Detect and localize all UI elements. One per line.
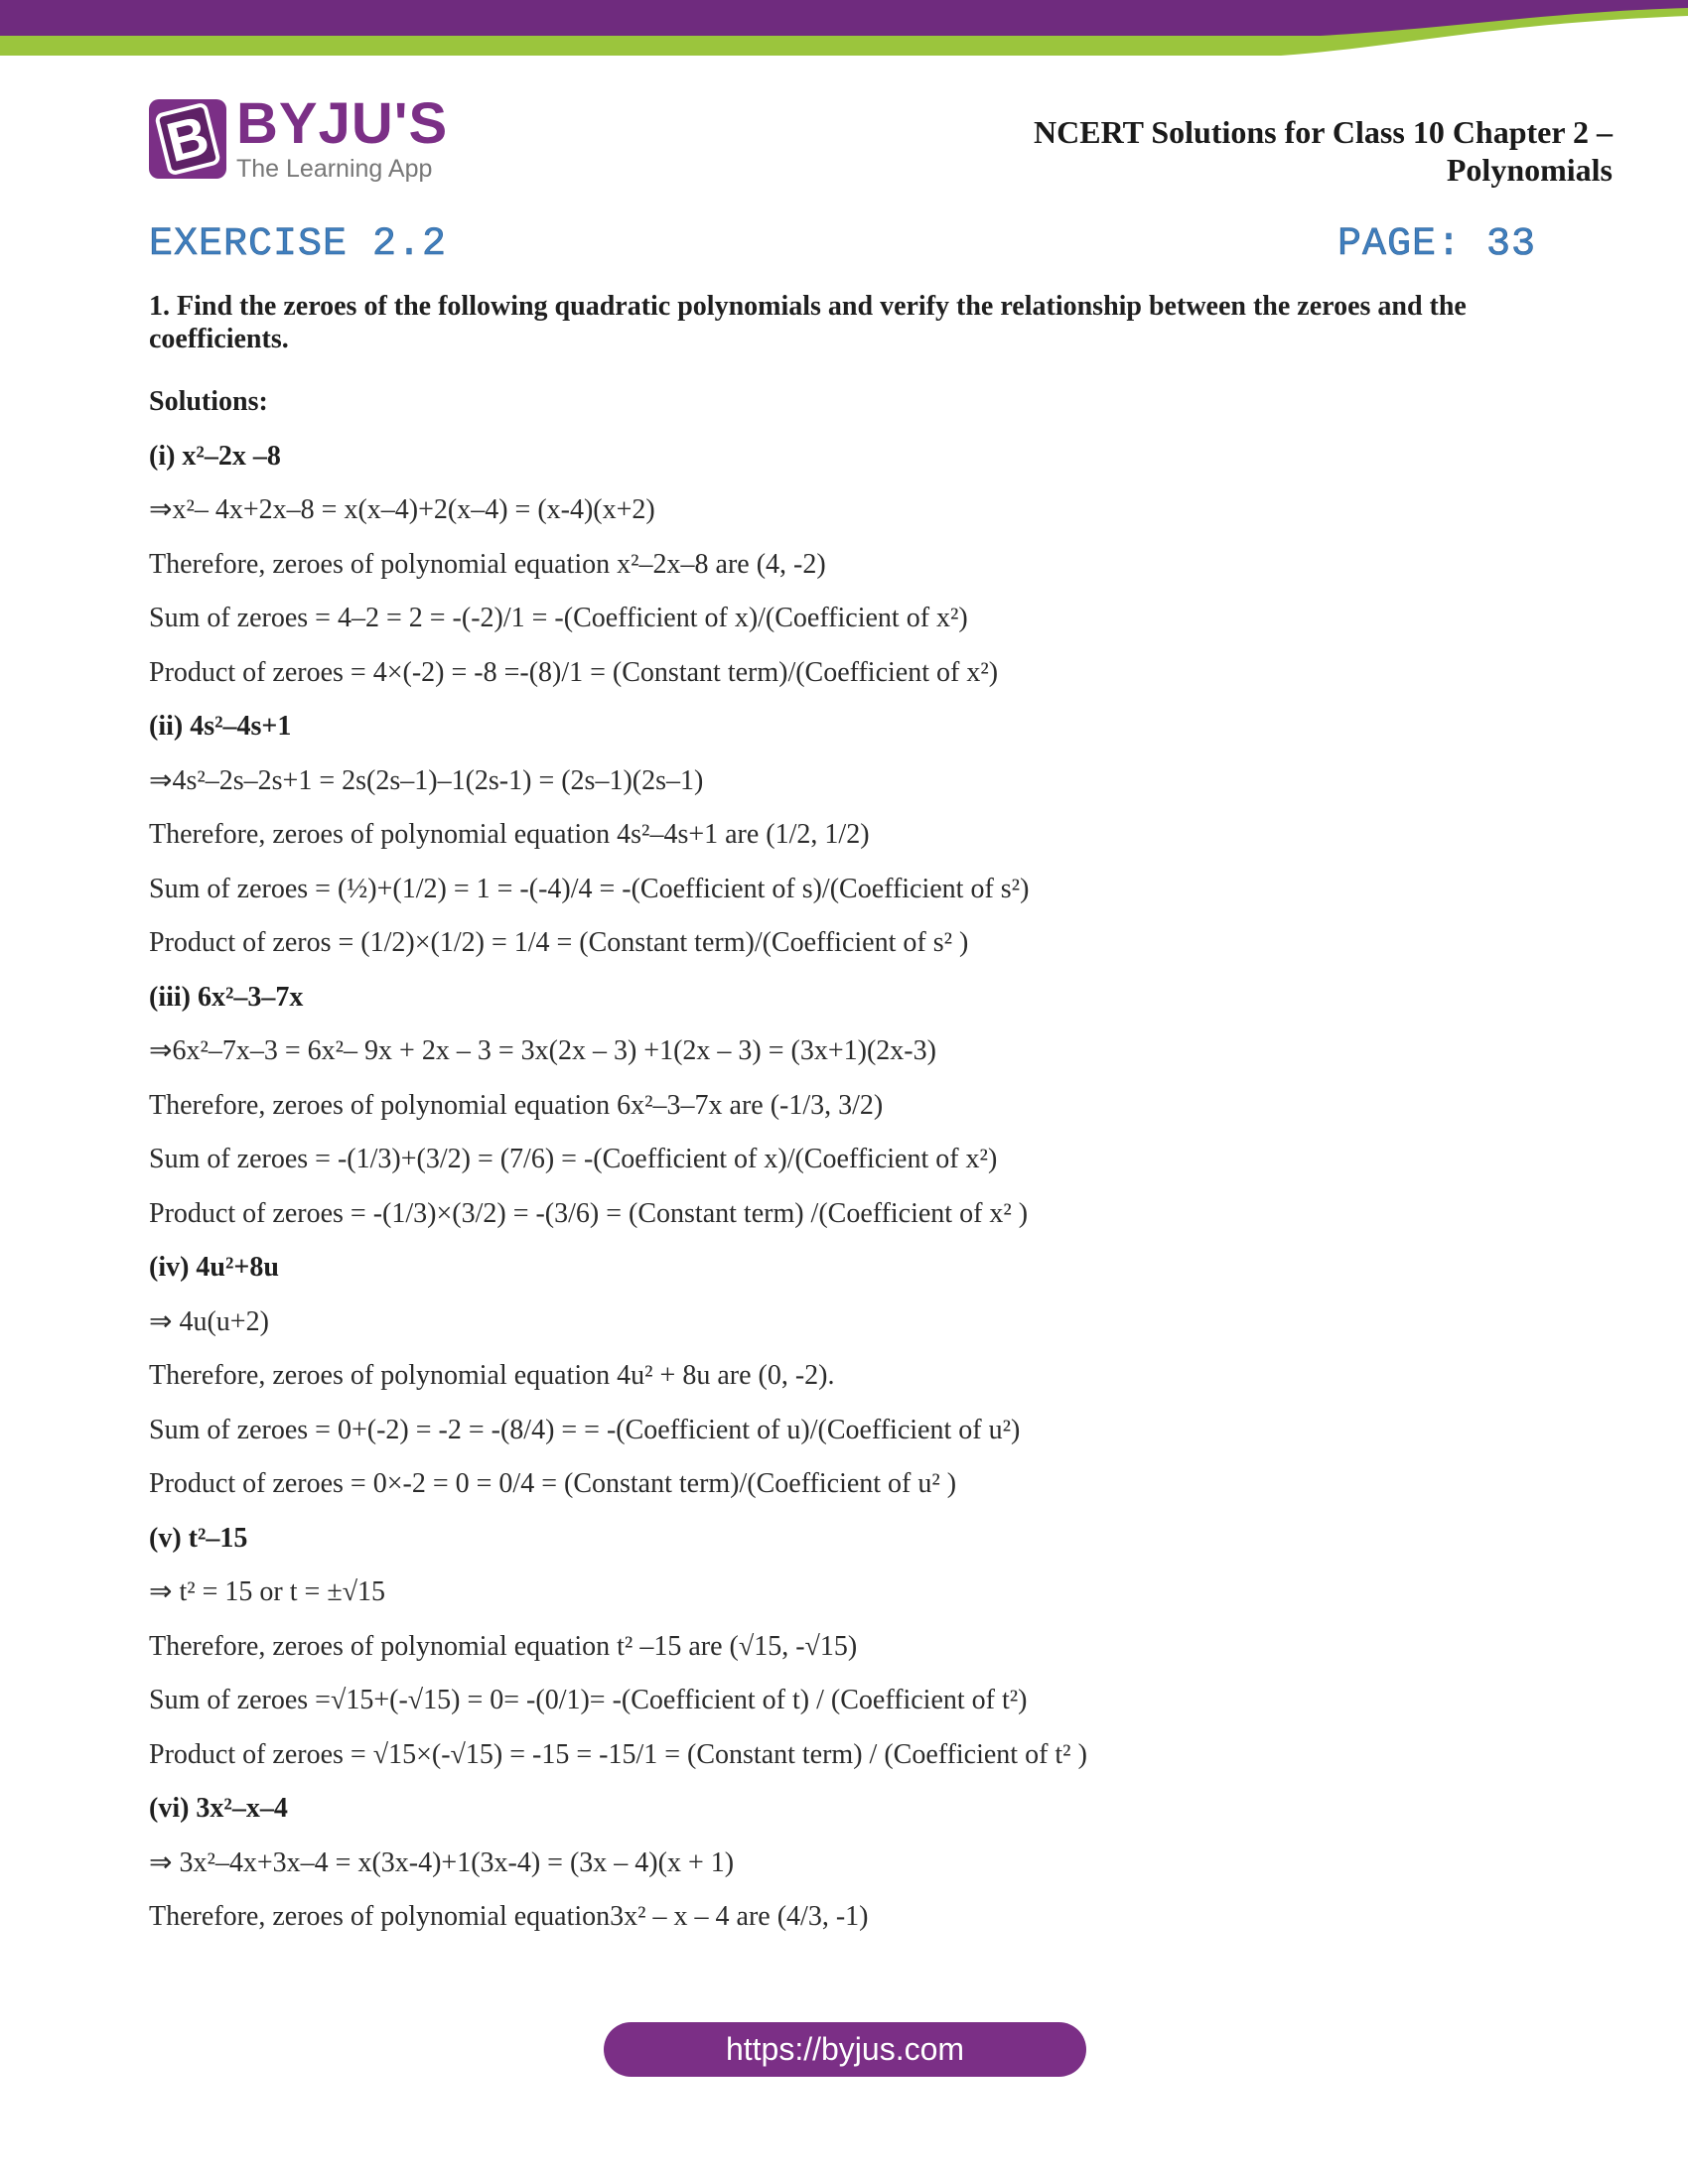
solution-line: Sum of zeroes = 0+(-2) = -2 = -(8/4) = = -(Coefficient of u)/(Coefficient of u²)	[149, 1414, 1021, 1445]
solution-line: ⇒ 3x²–4x+3x–4 = x(3x-4)+1(3x-4) = (3x – 4)(x + 1)	[149, 1846, 735, 1878]
solution-line: ⇒ 4u(u+2)	[149, 1305, 269, 1337]
solution-heading: (iv) 4u²+8u	[149, 1252, 279, 1283]
footer-url-text: https://byjus.com	[725, 2031, 965, 2067]
top-decorative-band	[0, 0, 1688, 60]
solution-line: Therefore, zeroes of polynomial equation x²–2x–8 are (4, -2)	[149, 548, 826, 580]
solution-line: Therefore, zeroes of polynomial equation3x² – x – 4 are (4/3, -1)	[149, 1901, 869, 1932]
solution-line: Therefore, zeroes of polynomial equation 4u² + 8u are (0, -2).	[149, 1360, 835, 1391]
solution-heading: (v) t²–15	[149, 1522, 248, 1554]
exercise-header	[149, 222, 1536, 267]
solution-heading: (vi) 3x²–x–4	[149, 1793, 288, 1824]
brand-name: BYJU'S	[236, 91, 449, 156]
exercise-label: EXERCISE 2.2	[149, 222, 448, 267]
footer-url-link[interactable]	[604, 2022, 1086, 2077]
solution-line: ⇒4s²–2s–2s+1 = 2s(2s–1)–1(2s-1) = (2s–1)(2s–1)	[149, 764, 704, 796]
solution-line: Therefore, zeroes of polynomial equation 4s²–4s+1 are (1/2, 1/2)	[149, 819, 870, 850]
document-title-line-1: NCERT Solutions for Class 10 Chapter 2 –	[1034, 114, 1613, 150]
logo-letter: B	[154, 101, 221, 176]
solution-line: Therefore, zeroes of polynomial equation t² –15 are (√15, -√15)	[149, 1630, 858, 1662]
solution-line: Sum of zeroes = -(1/3)+(3/2) = (7/6) = -(Coefficient of x)/(Coefficient of x²)	[149, 1144, 998, 1174]
solution-line: Product of zeroes = √15×(-√15) = -15 = -15/1 = (Constant term) / (Coefficient of t² )	[149, 1738, 1087, 1770]
brand-tagline: The Learning App	[236, 155, 433, 183]
solution-line: Product of zeros = (1/2)×(1/2) = 1/4 = (Constant term)/(Coefficient of s² )	[149, 927, 969, 958]
document-title-line-2: Polynomials	[1446, 152, 1613, 188]
solution-line: Product of zeroes = 0×-2 = 0 = 0/4 = (Constant term)/(Coefficient of u² )	[149, 1468, 957, 1499]
solution-heading: (ii) 4s²–4s+1	[149, 711, 292, 742]
solution-line: Therefore, zeroes of polynomial equation 6x²–3–7x are (-1/3, 3/2)	[149, 1089, 884, 1121]
document-title	[1034, 113, 1613, 189]
byjus-logo	[149, 91, 449, 183]
solution-line: Sum of zeroes =√15+(-√15) = 0= -(0/1)= -(Coefficient of t) / (Coefficient of t²)	[149, 1685, 1028, 1715]
solution-lines	[149, 375, 1559, 1945]
solution-line: ⇒x²– 4x+2x–8 = x(x–4)+2(x–4) = (x-4)(x+2)	[149, 494, 655, 525]
solution-heading: (i) x²–2x –8	[149, 440, 281, 472]
logo-badge-icon	[149, 99, 226, 179]
solution-line: Product of zeroes = 4×(-2) = -8 =-(8)/1 = (Constant term)/(Coefficient of x²)	[149, 656, 999, 688]
solution-line: ⇒6x²–7x–3 = 6x²– 9x + 2x – 3 = 3x(2x – 3) +1(2x – 3) = (3x+1)(2x-3)	[149, 1035, 936, 1066]
solution-line: ⇒ t² = 15 or t = ±√15	[149, 1576, 386, 1607]
question-text: 1. Find the zeroes of the following quadratic polynomials and verify the relationship between the zeroes and the coefficients.	[149, 291, 1467, 354]
solution-content	[149, 290, 1559, 1945]
solution-line: Sum of zeroes = (½)+(1/2) = 1 = -(-4)/4 = -(Coefficient of s)/(Coefficient of s²)	[149, 873, 1030, 904]
solution-line: Sum of zeroes = 4–2 = 2 = -(-2)/1 = -(Coefficient of x)/(Coefficient of x²)	[149, 603, 968, 633]
solution-line: Product of zeroes = -(1/3)×(3/2) = -(3/6) = (Constant term) /(Coefficient of x² )	[149, 1197, 1029, 1229]
page-number: PAGE: 33	[1336, 222, 1536, 267]
solution-heading: (iii) 6x²–3–7x	[149, 981, 304, 1013]
solution-heading: Solutions:	[149, 386, 268, 417]
